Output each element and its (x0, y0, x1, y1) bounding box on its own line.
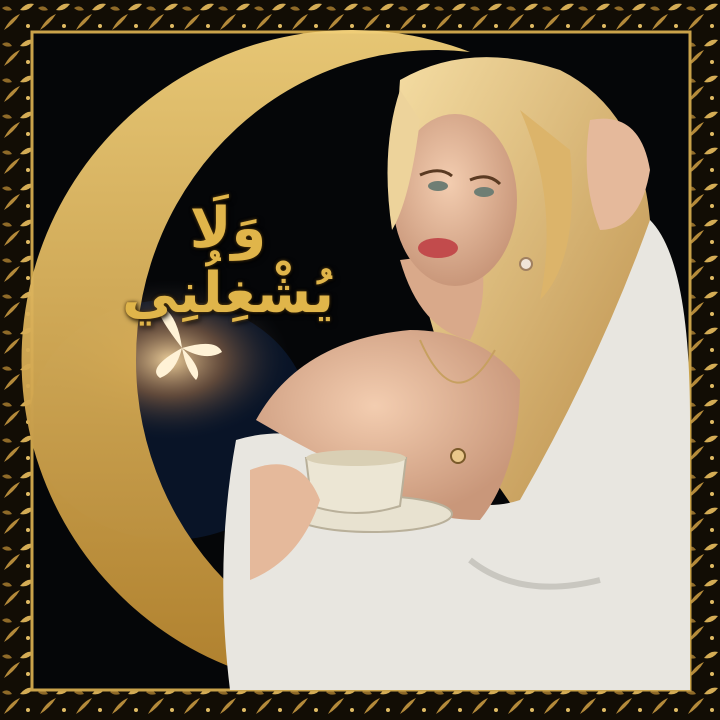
earring (520, 258, 532, 270)
lips (418, 238, 458, 258)
pendant (451, 449, 465, 463)
arabic-caption: وَلَا يُشْغِلُنِي (122, 196, 334, 326)
coffee-cup (306, 458, 406, 513)
